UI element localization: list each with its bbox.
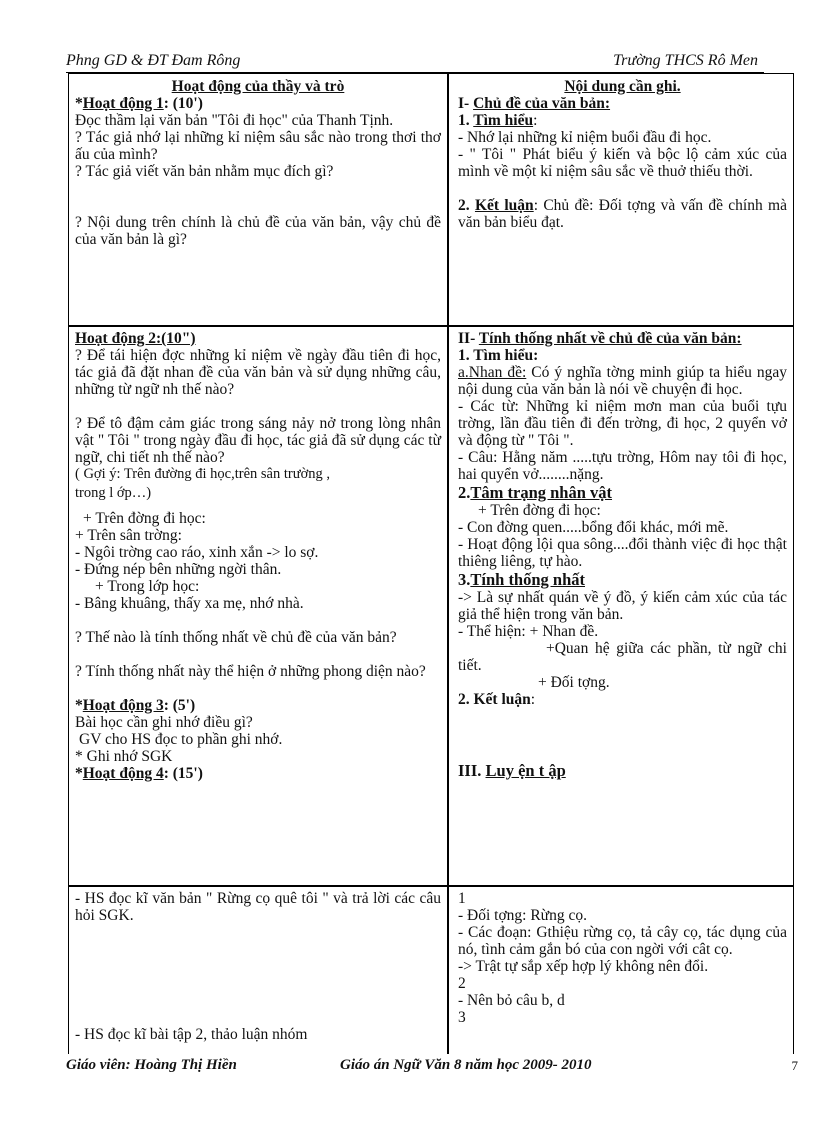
content-column (451, 886, 793, 1054)
question: ? Nội dung trên chính là chủ đề của văn bản, vậy chủ đề của văn bản là gì? (75, 214, 441, 248)
exercise-number: 2 (458, 975, 466, 992)
footer-teacher: Giáo viên: Hoàng Thị Hiền (66, 1057, 237, 1073)
question: ? Để tái hiện đợc những kỉ niệm về ngày đầu tiên đi học, tác giả đã đặt nhan đề của văn bản và sử dụng những câu, những từ ngữ nh thế nào? (75, 347, 441, 398)
content-column (451, 326, 793, 886)
question: ? Tác giả viết văn bản nhằm mục đích gì? (75, 163, 334, 180)
exercise-instruction: - HS đọc kĩ văn bản " Rừng cọ quê tôi " và trả lời các câu hỏi SGK. (75, 890, 441, 924)
question: ? Để tô đậm cảm giác trong sáng nảy nở trong lòng nhân vật " Tôi " trong ngày đầu đi học, tác giả đã sử dụng các từ ngữ, chi tiết nh thế nào? (75, 415, 441, 466)
teacher-student-column (69, 886, 449, 1054)
header-school-name: Trường THCS Rô Men (613, 52, 758, 69)
page-number: 7 (791, 1058, 798, 1073)
content-column (451, 74, 793, 326)
teacher-student-column (69, 326, 449, 886)
exercise-instruction: - HS đọc kĩ bài tập 2, thảo luận nhóm (75, 1026, 308, 1043)
hint-line: ( Gợi ý: Trên đường đi học,trên sân trường , (75, 466, 330, 482)
question: ? Tác giả nhớ lại những kỉ niệm sâu sắc nào trong thơi thơ ấu của mình? (75, 129, 441, 163)
subsection-heading: 3.Tính thống nhất (458, 570, 586, 589)
subsection-heading: 1. Tìm hiểu: (458, 112, 538, 129)
subsection-heading: 2.Tâm trạng nhân vật (458, 483, 613, 502)
content-line: - Hoạt động lội qua sông....đổi thành việc đi học thật thiêng liêng, tự hào. (458, 536, 787, 570)
exercise-number: 1 (458, 890, 466, 907)
teacher-student-column (69, 74, 449, 326)
lesson-table (68, 73, 794, 1053)
activity-4-heading: *Hoạt động 4: (15') (75, 765, 203, 782)
conclusion-1: 2. Kết luận: Chủ đề: Đối tợng và vấn đề chính mà văn bản biểu đạt. (458, 197, 787, 231)
activity-2-heading: Hoạt động 2:(10") (75, 330, 196, 347)
header-school-office: Phng GD & ĐT Đam Rông (66, 52, 241, 69)
column-title-activities: Hoạt động của thầy và trò (171, 78, 345, 95)
content-line: -> Trật tự sắp xếp hợp lý không nên đổi. (458, 958, 709, 975)
activity-1-heading: *Hoạt động 1: (10') (75, 95, 203, 112)
content-line: + Đối tợng. (538, 674, 610, 691)
bullet-line: + Trên đờng đi học: (83, 510, 206, 527)
conclusion-2: 2. Kết luận: (458, 691, 536, 708)
bullet-line: + Trong lớp học: (95, 578, 200, 595)
question: ? Thế nào là tính thống nhất về chủ đề của văn bản? (75, 629, 397, 646)
content-line: - Nên bỏ câu b, d (458, 992, 565, 1009)
content-line: - " Tôi " Phát biểu ý kiến và bộc lộ cảm xúc của mình về một kỉ niệm sâu sắc về thuở thiếu thời. (458, 146, 787, 180)
exercise-number: 3 (458, 1009, 466, 1026)
content-line: -> Là sự nhất quán về ý đồ, ý kiến cảm xúc của tác giả thể hiện trong văn bản. (458, 589, 787, 623)
bullet-line: - Đứng nép bên những ngời thân. (75, 561, 282, 578)
activity-1-text: Đọc thầm lại văn bản "Tôi đi học" của Thanh Tịnh. (75, 112, 394, 129)
activity-3-line: Bài học cần ghi nhớ điều gì? (75, 714, 253, 731)
table-row-2 (68, 325, 794, 887)
activity-3-line: * Ghi nhớ SGK (75, 748, 173, 765)
section-3-heading: III. Luy ện t ập (458, 761, 566, 780)
bullet-line: - Bâng khuâng, thấy xa mẹ, nhớ nhà. (75, 595, 304, 612)
bullet-line: + Trên sân trờng: (75, 527, 182, 544)
content-line: - Thể hiện: + Nhan đề. (458, 623, 599, 640)
content-line: +Quan hệ giữa các phần, từ ngữ chi tiết. (458, 640, 787, 674)
content-line: - Các từ: Những kỉ niệm mơn man của buổi tựu trờng, lần đầu tiên đi đến trờng, đi học, 2 quyển vở và động từ " Tôi ". (458, 398, 787, 449)
activity-3-line: GV cho HS đọc to phần ghi nhớ. (79, 731, 283, 748)
column-title-content: Nội dung cần ghi. (564, 78, 681, 95)
question: ? Tính thống nhất này thể hiện ở những phong diện nào? (75, 663, 426, 680)
hint-line: trong l ớp…) (75, 485, 152, 501)
content-line: - Câu: Hằng năm .....tựu trờng, Hôm nay tôi đi học, hai quyển vở........nặng. (458, 449, 787, 483)
section-2-heading: II- Tính thống nhất về chủ đề của văn bản: (458, 330, 742, 347)
content-line: a.Nhan đề: Có ý nghĩa tờng minh giúp ta hiểu ngay nội dung của văn bản là nói về chuyện đi học. (458, 364, 788, 398)
section-1-heading: I- Chủ đề của văn bản: (458, 95, 611, 112)
table-row-3 (68, 885, 794, 1054)
activity-3-heading: *Hoạt động 3: (5') (75, 697, 196, 714)
bullet-line: - Ngôi trờng cao ráo, xinh xắn -> lo sợ. (75, 544, 319, 561)
content-line: + Trên đờng đi học: (478, 502, 601, 519)
content-line: - Nhớ lại những kỉ niệm buổi đầu đi học. (458, 129, 712, 146)
content-line: - Đối tợng: Rừng cọ. (458, 907, 587, 924)
content-line: - Các đoạn: Gthiệu rừng cọ, tả cây cọ, tác dụng của nó, tình cảm gắn bó của con ngời với cât cọ. (458, 924, 787, 958)
subsection-heading: 1. Tìm hiểu: (458, 347, 539, 364)
content-line: - Con đờng quen.....bổng đổi khác, mới mẽ. (458, 519, 729, 536)
table-row-1 (68, 73, 794, 327)
footer-lesson-plan: Giáo án Ngữ Văn 8 năm học 2009- 2010 (340, 1057, 592, 1073)
